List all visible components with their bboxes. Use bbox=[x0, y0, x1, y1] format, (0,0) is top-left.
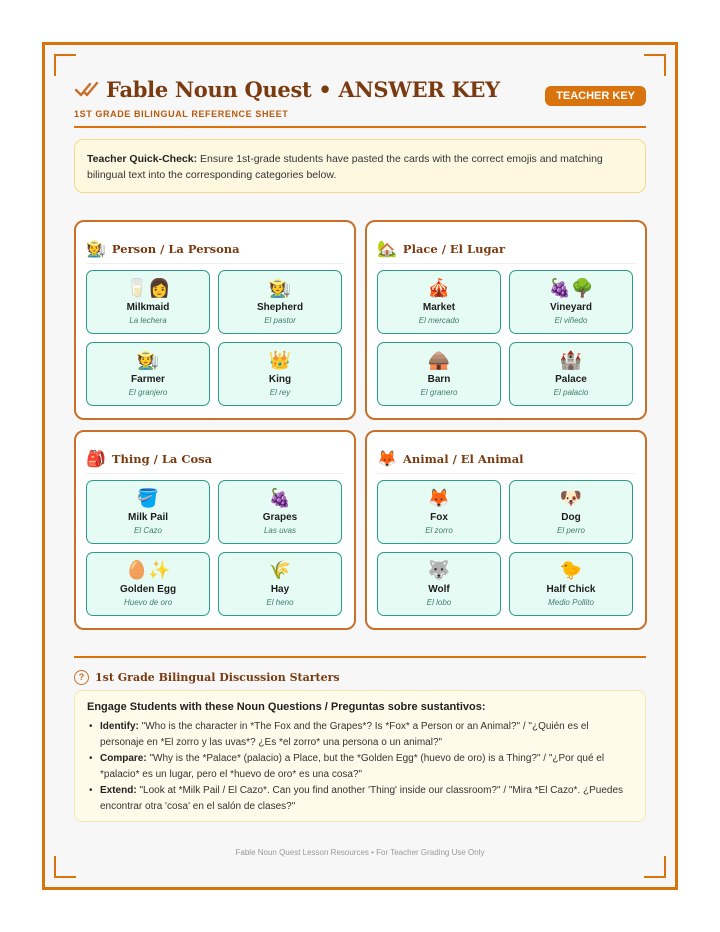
category-place bbox=[365, 220, 647, 420]
noun-card-palace bbox=[509, 342, 633, 406]
teacher-key-badge: TEACHER KEY bbox=[545, 86, 646, 106]
vineyard-icon: 🍇🌳 bbox=[548, 278, 594, 298]
card-spanish-label: La lechera bbox=[129, 316, 167, 325]
item-text: "Why is the *Palace* (palacio) a Place, but the *Golden Egg* (huevo de oro) is a Thing?" / "¿Por qué el *palacio* es un lugar, pero el *huevo de oro* es una cosa?" bbox=[100, 753, 605, 780]
discussion-item-extend bbox=[87, 783, 633, 814]
discussion-lead: Engage Students with these Noun Questions / Preguntas sobre sustantivos: bbox=[87, 701, 486, 713]
milkmaid-icon: 🥛👩 bbox=[125, 278, 171, 298]
discussion-list bbox=[87, 719, 633, 814]
category-title: Person / La Persona bbox=[111, 241, 240, 256]
corner-ornament-bottom-left bbox=[54, 856, 76, 878]
card-spanish-label: El perro bbox=[556, 526, 585, 535]
shepherd-icon: 🧑‍🌾 bbox=[268, 278, 292, 298]
card-spanish-label: Medio Pollito bbox=[548, 598, 594, 607]
noun-card-barn bbox=[377, 342, 501, 406]
card-spanish-label: El heno bbox=[266, 598, 294, 607]
card-english-label: Market bbox=[422, 302, 456, 313]
tent-icon: 🎪 bbox=[427, 278, 451, 298]
section-divider bbox=[74, 656, 646, 658]
card-spanish-label: El pastor bbox=[264, 316, 296, 325]
card-spanish-label: El granjero bbox=[128, 388, 168, 397]
fox-icon: 🦊 bbox=[377, 450, 397, 468]
item-label: Compare: bbox=[100, 753, 147, 764]
farmer-icon: 🧑‍🌾 bbox=[136, 350, 160, 370]
item-text: "Who is the character in *The Fox and the Grapes*? Is *Fox* a Person or an Animal?" / "¿Quién es el personaje en *El zorro y las uvas*? ¿Es *el zorro* una persona o un animal?" bbox=[100, 721, 589, 748]
discussion-title: 1st Grade Bilingual Discussion Starters bbox=[95, 670, 340, 684]
crown-icon: 👑 bbox=[268, 350, 292, 370]
category-title: Animal / El Animal bbox=[402, 451, 524, 466]
item-label: Extend: bbox=[100, 785, 137, 796]
noun-card-market bbox=[377, 270, 501, 334]
backpack-icon: 🎒 bbox=[86, 450, 106, 468]
noun-card-dog bbox=[509, 480, 633, 544]
card-english-label: Dog bbox=[561, 512, 581, 523]
bucket-icon: 🪣 bbox=[136, 488, 160, 508]
category-animal bbox=[365, 430, 647, 630]
category-person bbox=[74, 220, 356, 420]
question-circle-icon: ? bbox=[74, 670, 89, 685]
category-thing bbox=[74, 430, 356, 630]
card-english-label: Wolf bbox=[428, 584, 450, 595]
noun-card-hay bbox=[218, 552, 342, 616]
noun-card-grapes bbox=[218, 480, 342, 544]
notice-label: Teacher Quick-Check: bbox=[87, 153, 198, 165]
card-spanish-label: El palacio bbox=[553, 388, 589, 397]
item-text: "Look at *Milk Pail / El Cazo*. Can you find another 'Thing' inside our classroom?" / "Mira *El Cazo*. ¿Puedes encontrar otra 'cosa' en el salón de clases?" bbox=[100, 785, 624, 812]
teacher-quick-check-note bbox=[74, 139, 646, 193]
discussion-header bbox=[74, 667, 340, 687]
card-english-label: Milkmaid bbox=[126, 302, 170, 313]
egg-sparkle-icon: 🥚✨ bbox=[125, 560, 171, 580]
page-footer: Fable Noun Quest Lesson Resources • For Teacher Grading Use Only bbox=[235, 848, 485, 857]
page-subtitle: 1ST GRADE BILINGUAL REFERENCE SHEET bbox=[74, 109, 289, 119]
corner-ornament-top-right bbox=[644, 54, 666, 76]
hut-icon: 🛖 bbox=[427, 350, 451, 370]
wolf-icon: 🐺 bbox=[427, 560, 451, 580]
discussion-item-compare bbox=[87, 751, 633, 782]
card-spanish-label: El granero bbox=[420, 388, 458, 397]
noun-card-milkmaid bbox=[86, 270, 210, 334]
discussion-item-identify bbox=[87, 719, 633, 750]
card-english-label: Fox bbox=[430, 512, 448, 523]
card-spanish-label: El zorro bbox=[425, 526, 453, 535]
card-english-label: Golden Egg bbox=[119, 584, 177, 595]
card-english-label: Shepherd bbox=[256, 302, 304, 313]
card-english-label: Vineyard bbox=[549, 302, 593, 313]
noun-card-vineyard bbox=[509, 270, 633, 334]
card-spanish-label: Huevo de oro bbox=[123, 598, 173, 607]
sheet-header bbox=[74, 72, 646, 128]
category-title: Thing / La Cosa bbox=[111, 451, 213, 466]
corner-ornament-top-left bbox=[54, 54, 76, 76]
card-english-label: Half Chick bbox=[546, 584, 596, 595]
card-spanish-label: El rey bbox=[269, 388, 291, 397]
notice-text: Ensure 1st-grade students have pasted the cards with the correct emojis and matching bilingual text into the corresponding categories below. bbox=[87, 153, 603, 181]
card-spanish-label: El viñedo bbox=[554, 316, 588, 325]
card-spanish-label: El mercado bbox=[418, 316, 460, 325]
item-label: Identify: bbox=[100, 721, 139, 732]
castle-icon: 🏰 bbox=[559, 350, 583, 370]
noun-card-farmer bbox=[86, 342, 210, 406]
noun-card-shepherd bbox=[218, 270, 342, 334]
wheat-icon: 🌾 bbox=[268, 560, 292, 580]
card-english-label: King bbox=[268, 374, 292, 385]
noun-card-wolf bbox=[377, 552, 501, 616]
discussion-box bbox=[74, 690, 646, 822]
noun-card-golden-egg bbox=[86, 552, 210, 616]
card-english-label: Barn bbox=[427, 374, 451, 385]
fox-icon: 🦊 bbox=[427, 488, 451, 508]
card-english-label: Grapes bbox=[262, 512, 298, 523]
answer-key-sheet bbox=[42, 42, 678, 890]
card-english-label: Farmer bbox=[131, 374, 165, 385]
page-title: Fable Noun Quest • ANSWER KEY bbox=[106, 76, 500, 102]
noun-card-half-chick bbox=[509, 552, 633, 616]
corner-ornament-bottom-right bbox=[644, 856, 666, 878]
card-english-label: Milk Pail bbox=[127, 512, 168, 523]
chick-icon: 🐤 bbox=[559, 560, 583, 580]
noun-card-milk-pail bbox=[86, 480, 210, 544]
card-english-label: Hay bbox=[270, 584, 290, 595]
noun-card-fox bbox=[377, 480, 501, 544]
noun-card-king bbox=[218, 342, 342, 406]
dog-icon: 🐶 bbox=[559, 488, 583, 508]
house-icon: 🏡 bbox=[377, 240, 397, 258]
card-spanish-label: Las uvas bbox=[263, 526, 297, 535]
card-spanish-label: El lobo bbox=[426, 598, 452, 607]
card-spanish-label: El Cazo bbox=[133, 526, 162, 535]
grapes-icon: 🍇 bbox=[268, 488, 292, 508]
double-check-icon bbox=[74, 79, 100, 99]
card-english-label: Palace bbox=[555, 374, 587, 385]
farmer-icon: 🧑‍🌾 bbox=[86, 240, 106, 258]
category-title: Place / El Lugar bbox=[402, 241, 506, 256]
